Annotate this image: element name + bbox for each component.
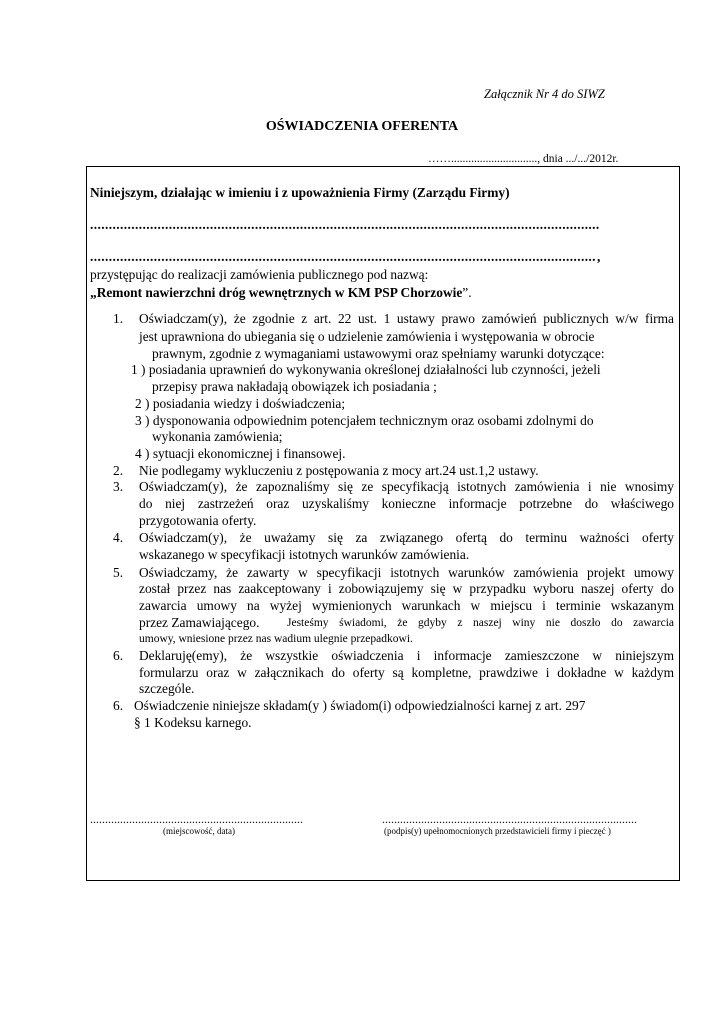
condition-2: 2 ) posiadania wiedzy i doświadczenia; <box>135 396 346 411</box>
item-3-line: Oświadczam(y), że zapoznaliśmy się ze specyfikacją istotnych zamówienia i nie wnosimy <box>139 479 674 494</box>
item-1-line: Oświadczam(y), że zgodnie z art. 22 ust. 1 ustawy prawo zamówień publicznych w/w firma <box>139 311 674 326</box>
place-date-blank <box>90 812 303 827</box>
item-number: 5. <box>113 565 124 580</box>
item-number: 3. <box>113 479 124 494</box>
item-2-line: Nie podlegamy wykluczeniu z postępowania z mocy art.24 ust.1,2 ustawy. <box>139 463 539 478</box>
item-1-line: jest uprawniona do ubiegania się o udzielenie zamówienia i występowania w obrocie <box>139 329 595 344</box>
item-5-line-small: Jesteśmy świadomi, że gdyby z naszej winy nie doszło do zawarcia <box>287 617 674 629</box>
item-1-line: prawnym, zgodnie z wymaganiami ustawowymi oraz spełniamy warunki dotyczące: <box>152 346 605 361</box>
signature-blank <box>382 812 637 827</box>
item-number: 4. <box>113 530 124 545</box>
company-address-blank <box>90 249 596 265</box>
annex-label: Załącznik Nr 4 do SIWZ <box>484 87 605 101</box>
item-number: 6. <box>113 698 124 713</box>
item-5-line: zawarcia umowy na wyżej wymienionych warunkach w miejscu i terminie wskazanym <box>139 598 674 613</box>
item-5-line-small: umowy, wniesione przez nas wadium ulegnie przepadkowi. <box>139 633 413 645</box>
condition-1-cont: przepisy prawa nakładają obowiązek ich posiadania ; <box>152 379 437 394</box>
item-3-line: przygotowania oferty. <box>139 513 257 528</box>
place-date-caption: (miejscowość, data) <box>163 826 235 836</box>
item-6-line: szczególe. <box>139 681 195 696</box>
condition-3: 3 ) dysponowania odpowiednim potencjałem technicznym oraz osobami zdolnymi do <box>135 413 594 428</box>
signature-caption: (podpis(y) upełnomocnionych przedstawicieli firmy i pieczęć ) <box>384 826 611 836</box>
condition-3-cont: wykonania zamówienia; <box>152 429 283 444</box>
item-4-line: wskazanego w specyfikacji istotnych warunków zamówienia. <box>139 547 470 562</box>
item-number: 2. <box>113 463 124 478</box>
intro-line: Niniejszym, działając w imieniu i z upoważnienia Firmy (Zarządu Firmy) <box>90 185 510 200</box>
item-5-line: został przez nas zaakceptowany i zobowiązujemy się w przypadku wyboru naszej oferty do <box>139 581 674 596</box>
date-line: …….............................., dnia .../.../2012r. <box>428 153 619 165</box>
item-5-line: przez Zamawiającego. <box>139 615 260 630</box>
company-name-blank <box>90 217 600 233</box>
page-title: OŚWIADCZENIA OFERENTA <box>265 119 459 134</box>
blank-comma: , <box>597 249 601 264</box>
item-7-line: § 1 Kodeksu karnego. <box>134 715 252 730</box>
item-6-line: formularzu oraz w załącznikach do oferty są kompletne, prawdziwe i dokładne w każdym <box>139 665 674 680</box>
project-name-end: ”. <box>462 285 472 300</box>
condition-4: 4 ) sytuacji ekonomicznej i finansowej. <box>135 446 346 461</box>
item-3-line: do niej zastrzeżeń oraz uzyskaliśmy konieczne informacje potrzebne do właściwego <box>139 496 674 511</box>
project-name <box>90 285 472 301</box>
item-6-line: Deklaruję(emy), że wszystkie oświadczenia i informacje zamieszczone w niniejszym <box>139 648 674 663</box>
item-5-line: Oświadczamy, że zawarty w specyfikacji istotnych warunków zamówienia projekt umowy <box>139 565 674 580</box>
project-name-text: „Remont nawierzchni dróg wewnętrznych w KM PSP Chorzowie <box>90 285 463 300</box>
item-number: 1. <box>113 311 124 326</box>
item-4-line: Oświadczam(y), że uważamy się za związanego ofertą do terminu ważności oferty <box>139 530 674 545</box>
item-number: 6. <box>113 648 124 663</box>
item-7-line: Oświadczenie niniejsze składam(y ) świadom(i) odpowiedzialności karnej z art. 297 <box>134 698 586 713</box>
intro-project-line: przystępując do realizacji zamówienia publicznego pod nazwą: <box>90 267 429 282</box>
condition-1: 1 ) posiadania uprawnień do wykonywania określonej działalności lub czynności, jeżeli <box>131 362 601 377</box>
